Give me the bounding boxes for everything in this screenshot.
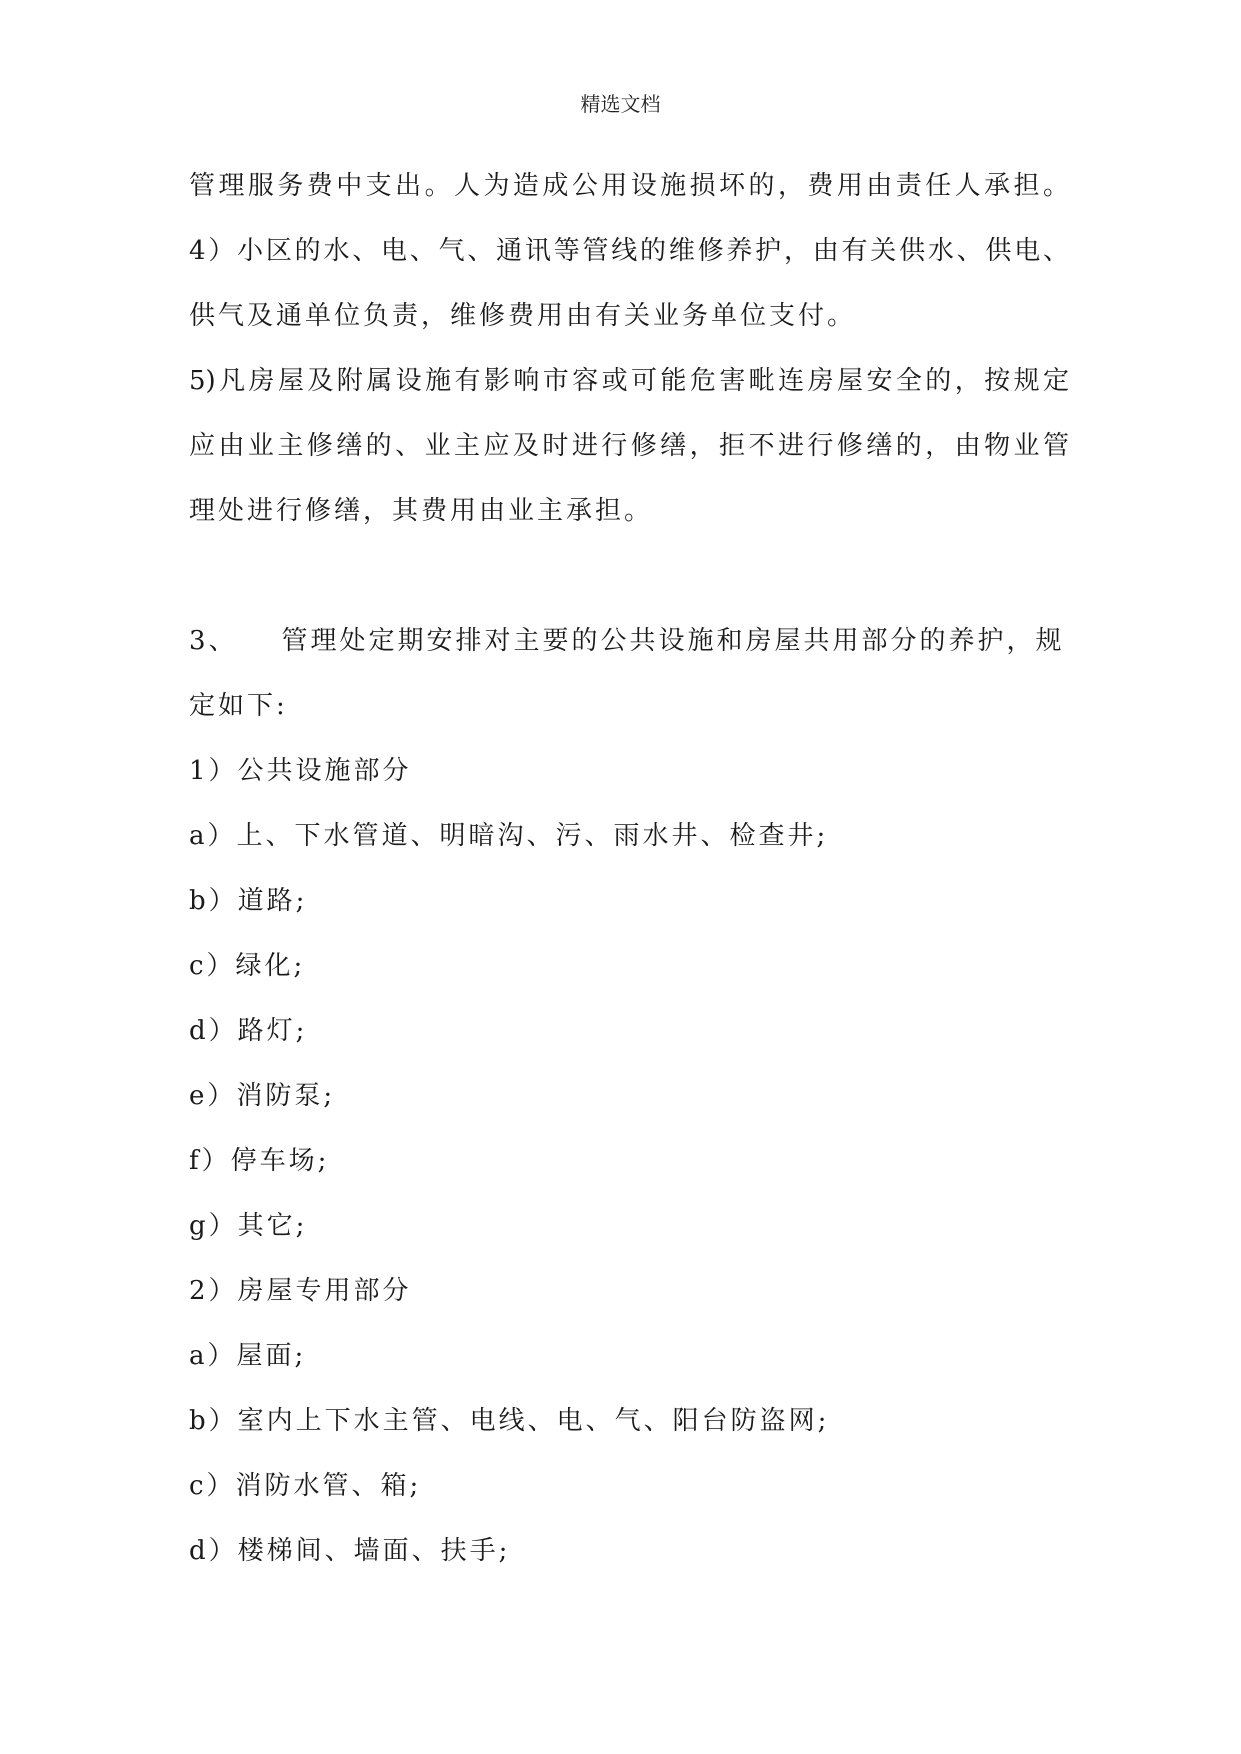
list-item: e）消防泵; xyxy=(189,1081,336,1111)
list-item: d）路灯; xyxy=(189,1016,308,1046)
list-item: c）消防水管、箱; xyxy=(189,1471,422,1501)
paragraph-line: 供气及通单位负责，维修费用由有关业务单位支付。 xyxy=(189,301,857,331)
section-heading-text: 管理处定期安排对主要的公共设施和房屋共用部分的养护，规 xyxy=(281,626,1065,656)
list-title: 2）房屋专用部分 xyxy=(189,1276,412,1306)
list-item: f）停车场; xyxy=(189,1146,330,1176)
paragraph-spacer xyxy=(189,544,1069,609)
list-item: d）楼梯间、墙面、扶手; xyxy=(189,1536,511,1566)
list-title: 1）公共设施部分 xyxy=(189,756,412,786)
list-item: b）道路; xyxy=(189,886,308,916)
paragraph-line: 定如下: xyxy=(189,691,288,721)
paragraph-line: 管理服务费中支出。人为造成公用设施损坏的，费用由责任人承担。 xyxy=(189,171,1069,201)
paragraph-line: 应由业主修缮的、业主应及时进行修缮，拒不进行修缮的，由物业管 xyxy=(189,431,1069,461)
list-item: c）绿化; xyxy=(189,951,306,981)
list-item: g）其它; xyxy=(189,1211,308,1241)
paragraph-line: 5)凡房屋及附属设施有影响市容或可能危害毗连房屋安全的，按规定 xyxy=(189,366,1069,396)
document-body xyxy=(189,154,1069,1584)
list-item: a）屋面; xyxy=(189,1341,307,1371)
paragraph-line: 理处进行修缮，其费用由业主承担。 xyxy=(189,496,654,526)
list-item: b）室内上下水主管、电线、电、气、阳台防盗网; xyxy=(189,1406,830,1436)
page-header: 精选文档 xyxy=(580,92,661,116)
list-item: a）上、下水管道、明暗沟、污、雨水井、检查井; xyxy=(189,821,829,851)
section-number: 3、 xyxy=(189,626,238,656)
paragraph-line: 4）小区的水、电、气、通讯等管线的维修养护，由有关供水、供电、 xyxy=(189,236,1069,266)
section-heading-line xyxy=(189,609,1069,674)
